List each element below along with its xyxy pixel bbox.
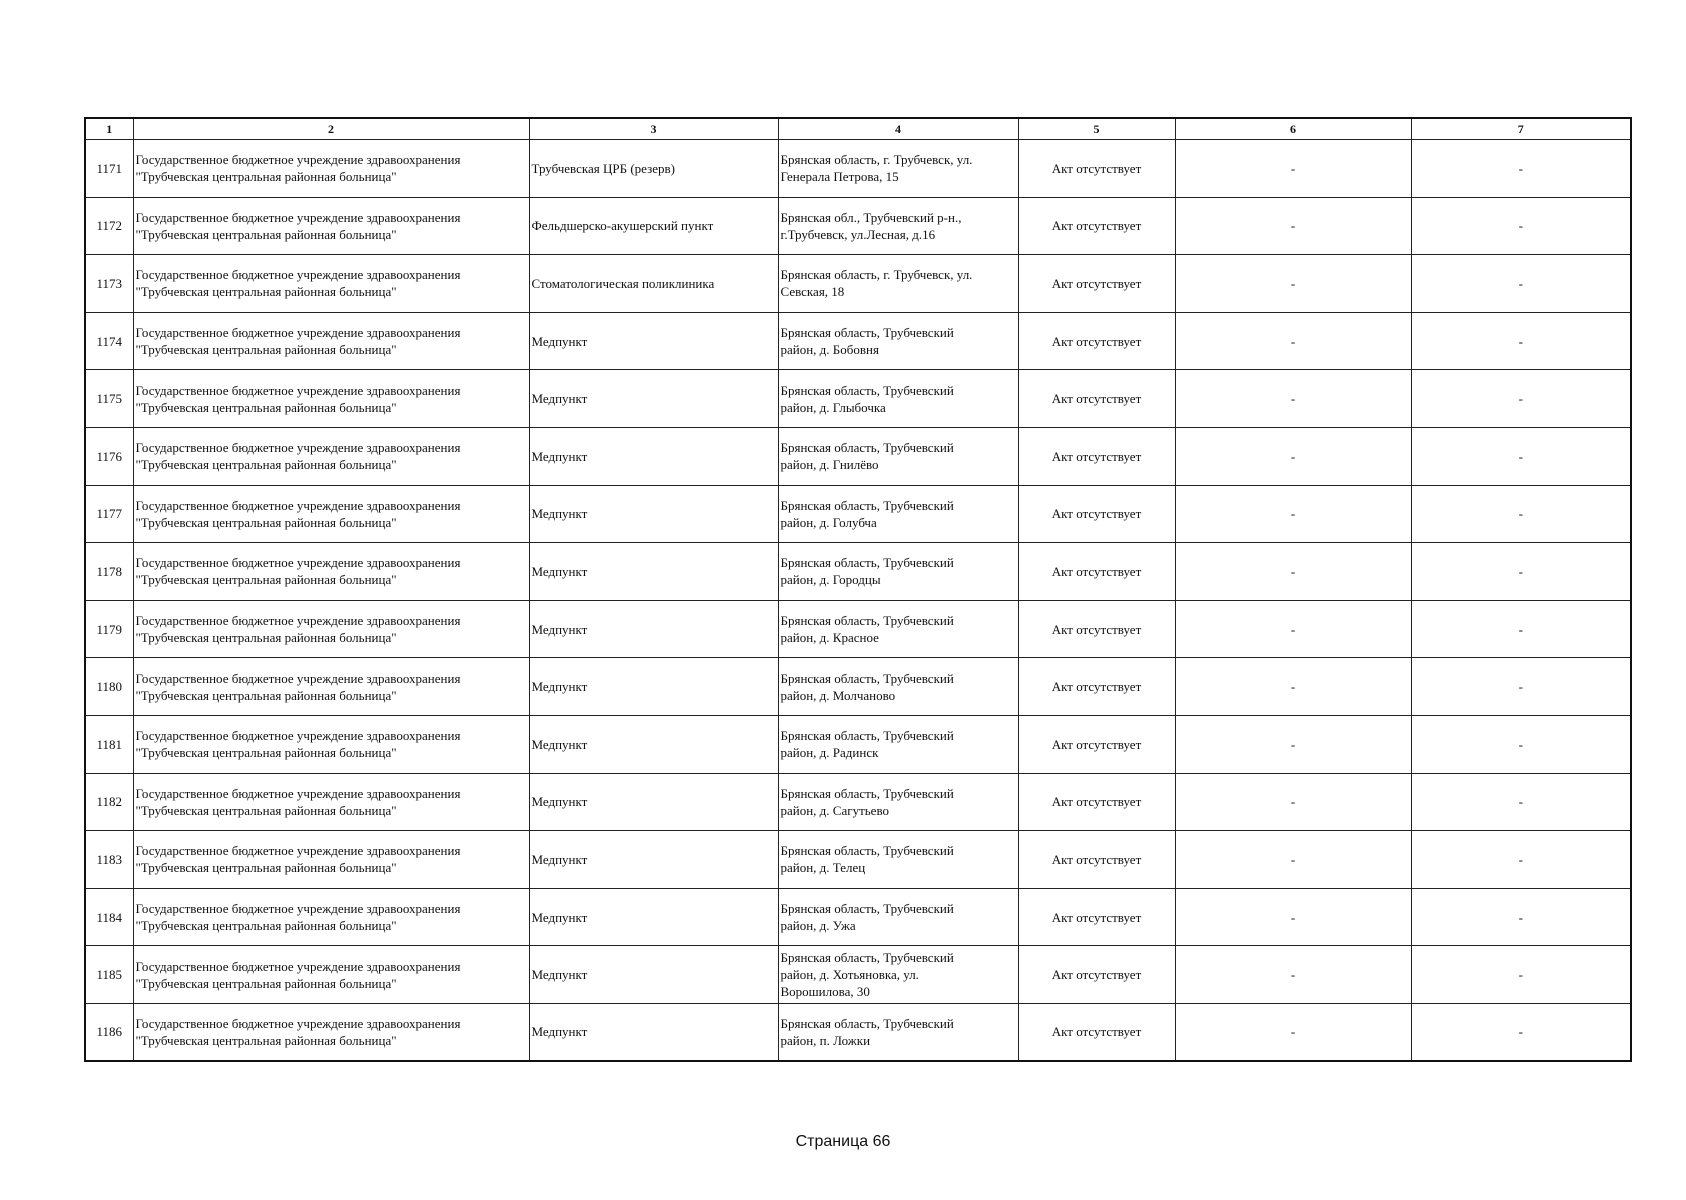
institution-line: Государственное бюджетное учреждение здравоохранения xyxy=(135,670,461,686)
institution-line: "Трубчевская центральная районная больница" xyxy=(135,745,397,761)
institution-line: "Трубчевская центральная районная больница" xyxy=(135,284,397,300)
address-cell xyxy=(778,197,1018,255)
act-status-cell: Акт отсутствует xyxy=(1018,888,1175,946)
register-table xyxy=(84,117,1632,1062)
facility-name-cell: Медпункт xyxy=(529,831,778,889)
act-status-cell: Акт отсутствует xyxy=(1018,312,1175,370)
address-cell xyxy=(778,658,1018,716)
act-status-cell: Акт отсутствует xyxy=(1018,255,1175,313)
address-line: район, д. Ужа xyxy=(780,918,856,934)
address-line: Брянская область, Трубчевский xyxy=(780,728,954,744)
table-header xyxy=(85,118,1631,140)
table-row xyxy=(85,312,1631,370)
address-line: Брянская обл., Трубчевский р-н., xyxy=(780,209,962,225)
facility-name-cell: Медпункт xyxy=(529,427,778,485)
address-cell xyxy=(778,255,1018,313)
address-cell xyxy=(778,543,1018,601)
col7-cell: - xyxy=(1411,946,1631,1004)
institution-cell xyxy=(133,600,529,658)
table-row xyxy=(85,427,1631,485)
facility-name-cell: Медпункт xyxy=(529,1003,778,1061)
row-number: 1179 xyxy=(85,600,133,658)
address-line: район, д. Молчаново xyxy=(780,687,896,703)
header-row xyxy=(85,118,1631,140)
col7-cell: - xyxy=(1411,485,1631,543)
table-row xyxy=(85,658,1631,716)
institution-cell xyxy=(133,946,529,1004)
row-number: 1180 xyxy=(85,658,133,716)
institution-line: Государственное бюджетное учреждение здравоохранения xyxy=(135,785,461,801)
row-number: 1171 xyxy=(85,140,133,198)
table-row xyxy=(85,831,1631,889)
facility-name-cell: Медпункт xyxy=(529,715,778,773)
header-col-3: 3 xyxy=(529,118,778,140)
institution-line: "Трубчевская центральная районная больница" xyxy=(135,342,397,358)
address-line: район, д. Бобовня xyxy=(780,342,879,358)
address-line: район, д. Сагутьево xyxy=(780,802,890,818)
address-line: Брянская область, Трубчевский xyxy=(780,670,954,686)
institution-cell xyxy=(133,1003,529,1061)
col6-cell: - xyxy=(1175,715,1411,773)
institution-cell xyxy=(133,312,529,370)
col7-cell: - xyxy=(1411,255,1631,313)
act-status-cell: Акт отсутствует xyxy=(1018,831,1175,889)
address-cell xyxy=(778,715,1018,773)
facility-name-cell: Медпункт xyxy=(529,773,778,831)
facility-name-cell: Стоматологическая поликлиника xyxy=(529,255,778,313)
page-number: Страница 66 xyxy=(795,1133,891,1150)
header-col-4: 4 xyxy=(778,118,1018,140)
institution-line: Государственное бюджетное учреждение здравоохранения xyxy=(135,440,461,456)
header-col-1: 1 xyxy=(85,118,133,140)
address-line: Брянская область, Трубчевский xyxy=(780,613,954,629)
act-status-cell: Акт отсутствует xyxy=(1018,485,1175,543)
address-line: район, д. Хотьяновка, ул. xyxy=(780,967,919,983)
institution-line: "Трубчевская центральная районная больница" xyxy=(135,802,397,818)
address-line: Ворошилова, 30 xyxy=(780,984,870,1000)
institution-cell xyxy=(133,427,529,485)
col7-cell: - xyxy=(1411,773,1631,831)
row-number: 1172 xyxy=(85,197,133,255)
col6-cell: - xyxy=(1175,312,1411,370)
col7-cell: - xyxy=(1411,888,1631,946)
facility-name-cell: Медпункт xyxy=(529,946,778,1004)
table-row xyxy=(85,485,1631,543)
address-line: Брянская область, Трубчевский xyxy=(780,382,954,398)
address-cell xyxy=(778,485,1018,543)
address-line: район, п. Ложки xyxy=(780,1032,871,1048)
institution-line: Государственное бюджетное учреждение здравоохранения xyxy=(135,1015,461,1031)
col6-cell: - xyxy=(1175,1003,1411,1061)
institution-line: Государственное бюджетное учреждение здравоохранения xyxy=(135,382,461,398)
institution-line: Государственное бюджетное учреждение здравоохранения xyxy=(135,267,461,283)
row-number: 1183 xyxy=(85,831,133,889)
col6-cell: - xyxy=(1175,197,1411,255)
institution-cell xyxy=(133,255,529,313)
address-line: Брянская область, Трубчевский xyxy=(780,440,954,456)
col7-cell: - xyxy=(1411,370,1631,428)
address-line: Брянская область, Трубчевский xyxy=(780,555,954,571)
col7-cell: - xyxy=(1411,312,1631,370)
address-cell xyxy=(778,140,1018,198)
institution-cell xyxy=(133,543,529,601)
institution-cell xyxy=(133,658,529,716)
facility-name-cell: Медпункт xyxy=(529,543,778,601)
act-status-cell: Акт отсутствует xyxy=(1018,543,1175,601)
table-row xyxy=(85,543,1631,601)
col6-cell: - xyxy=(1175,140,1411,198)
address-line: район, д. Гнилёво xyxy=(780,457,879,473)
address-line: Брянская область, Трубчевский xyxy=(780,843,954,859)
facility-name-cell: Медпункт xyxy=(529,600,778,658)
address-line: г.Трубчевск, ул.Лесная, д.16 xyxy=(780,226,936,242)
act-status-cell: Акт отсутствует xyxy=(1018,140,1175,198)
institution-line: "Трубчевская центральная районная больница" xyxy=(135,399,397,415)
header-col-2: 2 xyxy=(133,118,529,140)
address-line: район, д. Городцы xyxy=(780,572,881,588)
address-line: Брянская область, Трубчевский xyxy=(780,901,954,917)
col7-cell: - xyxy=(1411,140,1631,198)
act-status-cell: Акт отсутствует xyxy=(1018,600,1175,658)
institution-cell xyxy=(133,140,529,198)
address-line: район, д. Красное xyxy=(780,630,879,646)
act-status-cell: Акт отсутствует xyxy=(1018,1003,1175,1061)
table-row xyxy=(85,370,1631,428)
col7-cell: - xyxy=(1411,658,1631,716)
institution-cell xyxy=(133,831,529,889)
institution-line: Государственное бюджетное учреждение здравоохранения xyxy=(135,497,461,513)
row-number: 1176 xyxy=(85,427,133,485)
facility-name-cell: Медпункт xyxy=(529,888,778,946)
col7-cell: - xyxy=(1411,831,1631,889)
col6-cell: - xyxy=(1175,600,1411,658)
institution-line: "Трубчевская центральная районная больница" xyxy=(135,630,397,646)
institution-line: Государственное бюджетное учреждение здравоохранения xyxy=(135,958,461,974)
act-status-cell: Акт отсутствует xyxy=(1018,197,1175,255)
col6-cell: - xyxy=(1175,946,1411,1004)
institution-line: Государственное бюджетное учреждение здравоохранения xyxy=(135,843,461,859)
institution-line: "Трубчевская центральная районная больница" xyxy=(135,514,397,530)
table-row xyxy=(85,946,1631,1004)
header-col-5: 5 xyxy=(1018,118,1175,140)
address-line: Севская, 18 xyxy=(780,284,845,300)
act-status-cell: Акт отсутствует xyxy=(1018,370,1175,428)
institution-line: Государственное бюджетное учреждение здравоохранения xyxy=(135,728,461,744)
facility-name-cell: Медпункт xyxy=(529,658,778,716)
institution-cell xyxy=(133,888,529,946)
facility-name-cell: Медпункт xyxy=(529,312,778,370)
institution-cell xyxy=(133,197,529,255)
col7-cell: - xyxy=(1411,600,1631,658)
facility-name-cell: Фельдшерско-акушерский пункт xyxy=(529,197,778,255)
row-number: 1184 xyxy=(85,888,133,946)
address-line: Брянская область, Трубчевский xyxy=(780,325,954,341)
facility-name-cell: Медпункт xyxy=(529,485,778,543)
act-status-cell: Акт отсутствует xyxy=(1018,946,1175,1004)
institution-line: Государственное бюджетное учреждение здравоохранения xyxy=(135,555,461,571)
address-line: Брянская область, Трубчевский xyxy=(780,785,954,801)
col6-cell: - xyxy=(1175,543,1411,601)
table-row xyxy=(85,255,1631,313)
col7-cell: - xyxy=(1411,715,1631,773)
row-number: 1185 xyxy=(85,946,133,1004)
institution-cell xyxy=(133,715,529,773)
act-status-cell: Акт отсутствует xyxy=(1018,773,1175,831)
facility-name-cell: Трубчевская ЦРБ (резерв) xyxy=(529,140,778,198)
row-number: 1173 xyxy=(85,255,133,313)
address-cell xyxy=(778,946,1018,1004)
address-cell xyxy=(778,1003,1018,1061)
address-cell xyxy=(778,427,1018,485)
col6-cell: - xyxy=(1175,773,1411,831)
address-cell xyxy=(778,312,1018,370)
table-row xyxy=(85,197,1631,255)
col6-cell: - xyxy=(1175,888,1411,946)
address-cell xyxy=(778,888,1018,946)
col6-cell: - xyxy=(1175,370,1411,428)
table-row xyxy=(85,888,1631,946)
address-line: Брянская область, Трубчевский xyxy=(780,1015,954,1031)
col7-cell: - xyxy=(1411,1003,1631,1061)
col7-cell: - xyxy=(1411,197,1631,255)
col6-cell: - xyxy=(1175,831,1411,889)
institution-line: "Трубчевская центральная районная больница" xyxy=(135,860,397,876)
institution-line: "Трубчевская центральная районная больница" xyxy=(135,169,397,185)
table-row xyxy=(85,1003,1631,1061)
row-number: 1182 xyxy=(85,773,133,831)
address-line: район, д. Глыбочка xyxy=(780,399,886,415)
address-line: Брянская область, Трубчевский xyxy=(780,497,954,513)
institution-line: "Трубчевская центральная районная больница" xyxy=(135,975,397,991)
institution-line: "Трубчевская центральная районная больница" xyxy=(135,687,397,703)
row-number: 1175 xyxy=(85,370,133,428)
address-line: район, д. Телец xyxy=(780,860,866,876)
institution-line: Государственное бюджетное учреждение здравоохранения xyxy=(135,901,461,917)
table-row xyxy=(85,600,1631,658)
address-line: Брянская область, г. Трубчевск, ул. xyxy=(780,267,973,283)
institution-line: "Трубчевская центральная районная больница" xyxy=(135,226,397,242)
address-line: район, д. Голубча xyxy=(780,514,877,530)
address-line: Брянская область, Трубчевский xyxy=(780,950,954,966)
row-number: 1186 xyxy=(85,1003,133,1061)
table-body xyxy=(85,140,1631,1062)
address-line: Генерала Петрова, 15 xyxy=(780,169,899,185)
institution-line: Государственное бюджетное учреждение здравоохранения xyxy=(135,209,461,225)
row-number: 1181 xyxy=(85,715,133,773)
act-status-cell: Акт отсутствует xyxy=(1018,427,1175,485)
table-row xyxy=(85,773,1631,831)
col6-cell: - xyxy=(1175,658,1411,716)
institution-cell xyxy=(133,773,529,831)
facility-name-cell: Медпункт xyxy=(529,370,778,428)
institution-line: "Трубчевская центральная районная больница" xyxy=(135,457,397,473)
address-cell xyxy=(778,773,1018,831)
col7-cell: - xyxy=(1411,427,1631,485)
act-status-cell: Акт отсутствует xyxy=(1018,658,1175,716)
act-status-cell: Акт отсутствует xyxy=(1018,715,1175,773)
address-cell xyxy=(778,831,1018,889)
row-number: 1177 xyxy=(85,485,133,543)
address-line: Брянская область, г. Трубчевск, ул. xyxy=(780,152,973,168)
institution-line: Государственное бюджетное учреждение здравоохранения xyxy=(135,325,461,341)
header-col-6: 6 xyxy=(1175,118,1411,140)
address-cell xyxy=(778,370,1018,428)
institution-line: Государственное бюджетное учреждение здравоохранения xyxy=(135,613,461,629)
institution-cell xyxy=(133,485,529,543)
col6-cell: - xyxy=(1175,485,1411,543)
col7-cell: - xyxy=(1411,543,1631,601)
institution-line: "Трубчевская центральная районная больница" xyxy=(135,918,397,934)
table-row xyxy=(85,140,1631,198)
address-cell xyxy=(778,600,1018,658)
col6-cell: - xyxy=(1175,427,1411,485)
institution-line: "Трубчевская центральная районная больница" xyxy=(135,1032,397,1048)
institution-line: Государственное бюджетное учреждение здравоохранения xyxy=(135,152,461,168)
institution-cell xyxy=(133,370,529,428)
row-number: 1178 xyxy=(85,543,133,601)
institution-line: "Трубчевская центральная районная больница" xyxy=(135,572,397,588)
table-row xyxy=(85,715,1631,773)
col6-cell: - xyxy=(1175,255,1411,313)
row-number: 1174 xyxy=(85,312,133,370)
header-col-7: 7 xyxy=(1411,118,1631,140)
address-line: район, д. Радинск xyxy=(780,745,879,761)
